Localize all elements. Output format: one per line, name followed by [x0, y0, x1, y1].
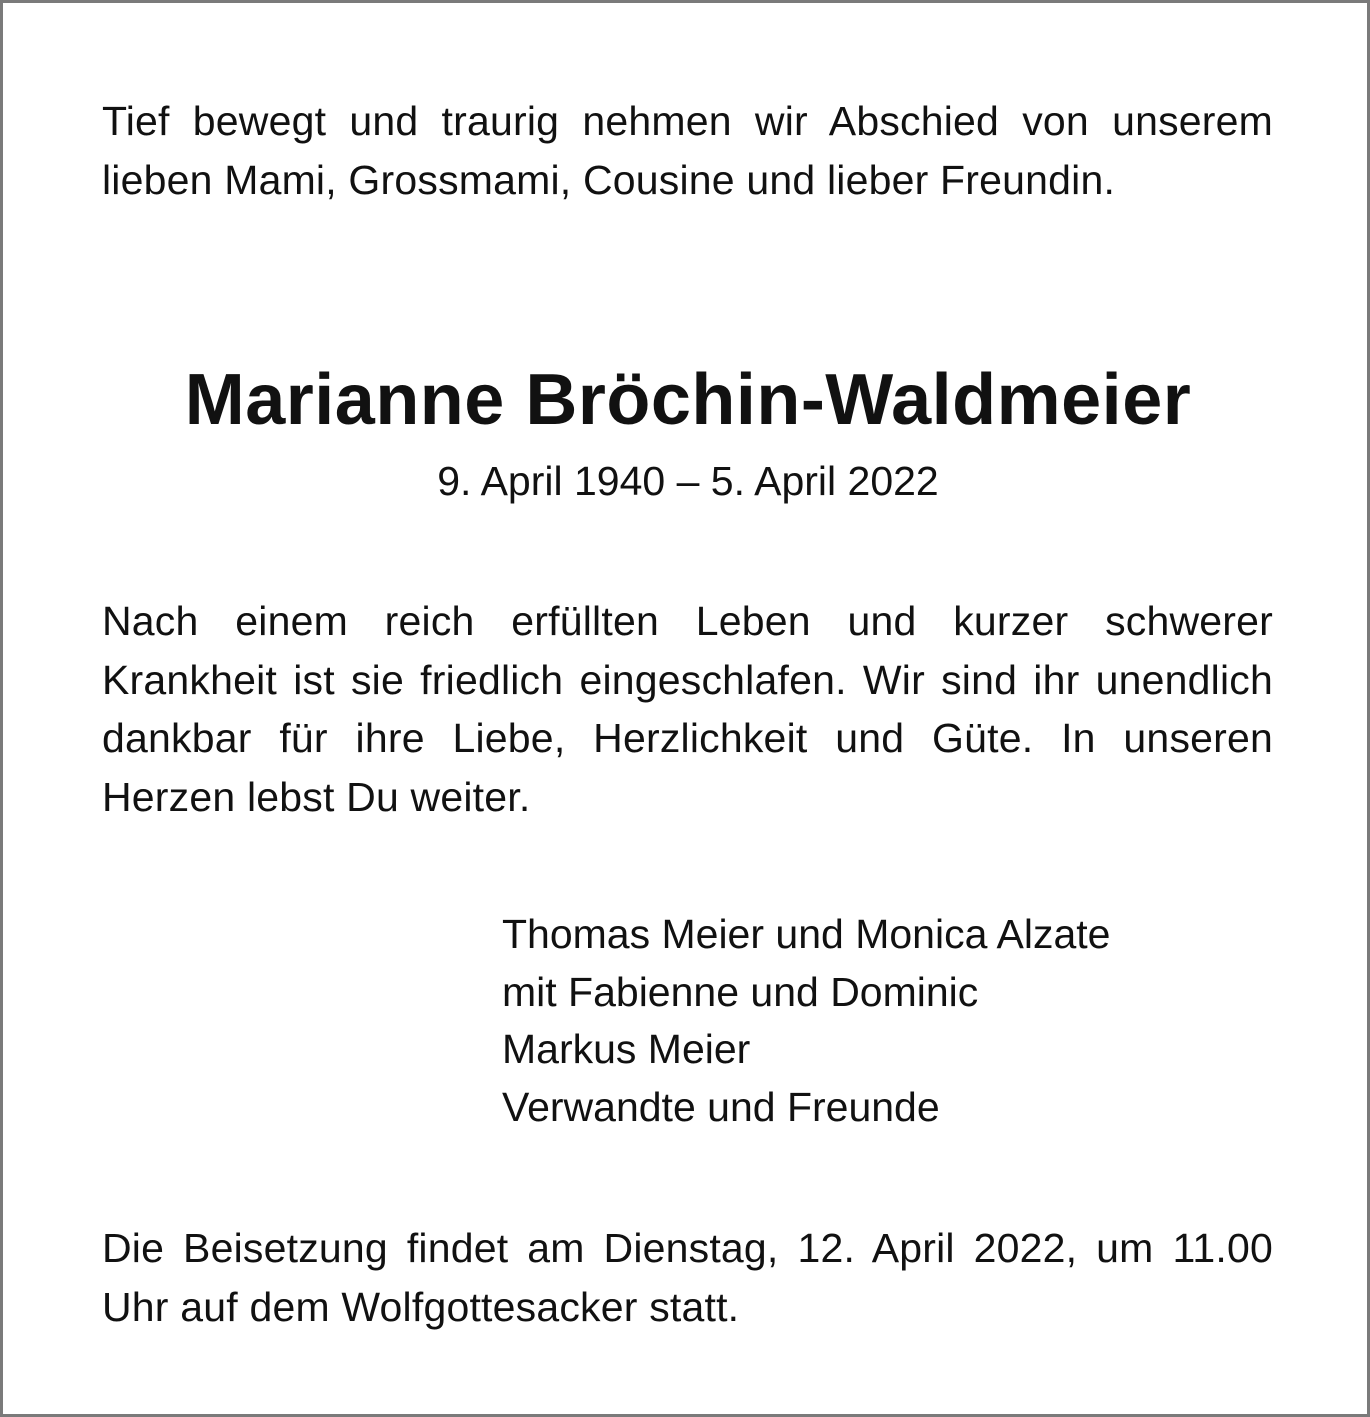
- deceased-name: Marianne Bröchin-Waldmeier: [184, 360, 1192, 440]
- funeral-info: Die Beisetzung findet am Dienstag, 12. April 2022, um 11.00 Uhr auf dem Wolfgottesacker statt.: [102, 1225, 1273, 1330]
- mourner-line: Markus Meier: [502, 1026, 751, 1072]
- intro-text: Tief bewegt und traurig nehmen wir Abschied von unserem lieben Mami, Grossmami, Cousine und lieber Freundin.: [102, 98, 1273, 203]
- mourner-line: Thomas Meier und Monica Alzate: [502, 911, 1111, 957]
- mourner-line: mit Fabienne und Dominic: [502, 968, 979, 1015]
- life-dates: 9. April 1940 – 5. April 2022: [437, 458, 939, 504]
- mourner-line: Verwandte und Freunde: [502, 1083, 940, 1130]
- mourners-list: [502, 906, 1302, 1136]
- memorial-message: Nach einem reich erfüllten Leben und kurzer schwerer Krankheit ist sie friedlich eingeschlafen. Wir sind ihr unendlich dankbar für ihre Liebe, Herzlichkeit und Güte. In unseren Herzen lebst Du weiter.: [102, 598, 1273, 820]
